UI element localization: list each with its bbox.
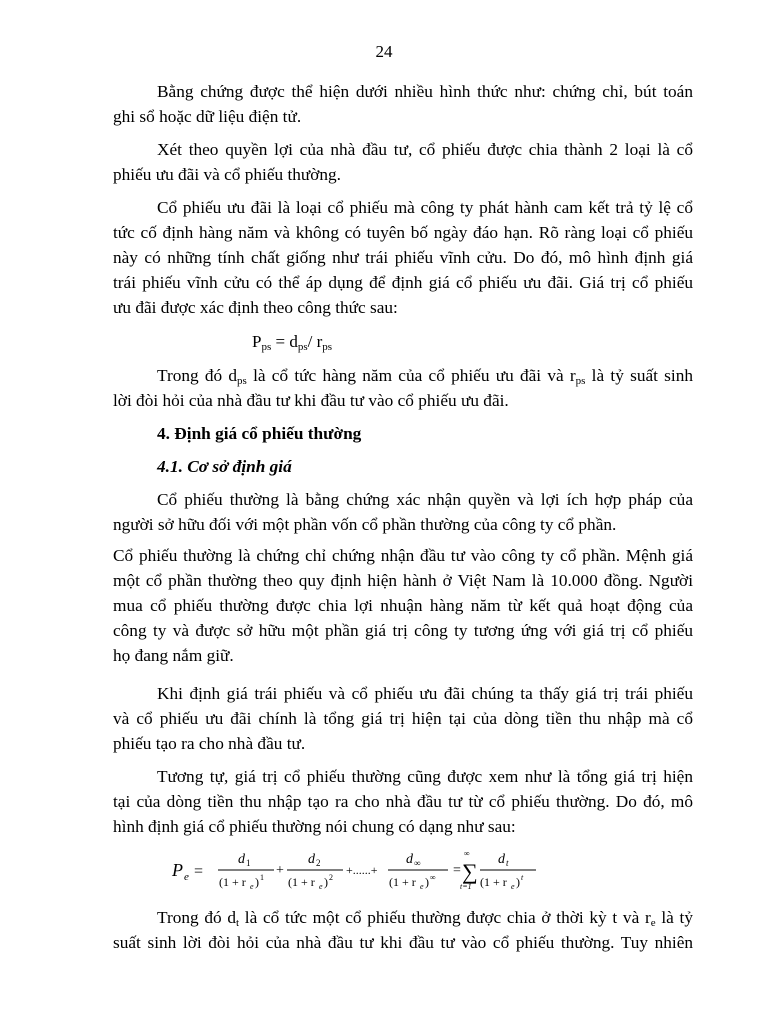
common-stock-valuation-formula: [170, 846, 540, 892]
paragraph-line: và cổ phiếu ưu đãi chính là tổng giá trị hiện tại của dòng tiền thu nhập mà cổ: [113, 709, 693, 728]
svg-text:+......+: +......+: [346, 863, 378, 877]
paragraph-line: này có những tính chất giống như trái phiếu vĩnh cửu. Do đó, mô hình định giá: [113, 248, 693, 267]
section-heading: 4. Định giá cổ phiếu thường: [157, 424, 362, 443]
paragraph-line: trái phiếu vĩnh cửu có thể áp dụng để định giá cổ phiếu ưu đãi. Giá trị cổ phiếu: [113, 273, 693, 292]
svg-text:∞: ∞: [464, 849, 470, 858]
svg-text:2: 2: [329, 873, 333, 882]
svg-text:t: t: [521, 873, 524, 882]
svg-text:e: e: [420, 882, 424, 891]
svg-text:t=1: t=1: [460, 882, 472, 891]
paragraph-line: tại của dòng tiền thu nhập tạo ra cho nhà đầu tư từ cổ phiếu thường. Do đó, mô: [113, 792, 693, 811]
paragraph-line: lời đòi hỏi của nhà đầu tư khi đầu tư vào cổ phiếu ưu đãi.: [113, 391, 509, 410]
paragraph-line: họ đang nắm giữ.: [113, 646, 234, 665]
svg-text:∞: ∞: [414, 858, 421, 868]
paragraph-line: ưu đãi được xác định theo công thức sau:: [113, 298, 398, 317]
paragraph-line: phiếu ưu đãi và cổ phiếu thường.: [113, 165, 341, 184]
paragraph-line: Cổ phiếu thường là chứng chỉ chứng nhận đầu tư vào công ty cổ phần. Mệnh giá: [113, 546, 693, 565]
subsection-heading: 4.1. Cơ sở định giá: [157, 457, 292, 476]
svg-text:d: d: [498, 852, 505, 867]
svg-text:=: =: [194, 863, 204, 880]
paragraph-line: ghi sổ hoặc dữ liệu điện tử.: [113, 107, 302, 126]
page-number: 24: [375, 42, 393, 61]
paragraph-line: Tương tự, giá trị cổ phiếu thường cũng được xem như là tổng giá trị hiện: [157, 767, 693, 786]
paragraph-line: Cổ phiếu thường là bằng chứng xác nhận quyền và lợi ích hợp pháp của: [157, 490, 693, 509]
svg-text:1: 1: [246, 858, 251, 868]
paragraph-line: Trong đó $d_t$ là cổ tức một cổ phiếu thường được chia ở thời kỳ t và $r_e$ là tỷ: [157, 908, 693, 929]
paragraph-line: người sở hữu đối với một phần vốn cổ phần thường của công ty cổ phần.: [113, 515, 617, 534]
paragraph-line: hình định giá cổ phiếu thường nói chung có dạng như sau:: [113, 817, 516, 836]
svg-text:+: +: [276, 863, 284, 878]
svg-text:): ): [255, 875, 259, 889]
svg-text:d: d: [308, 852, 315, 867]
preferred-stock-formula: $P_{ps} = d_{ps}/$ $r_{ps}$: [252, 332, 333, 353]
paragraph-line: Cổ phiếu ưu đãi là loại cổ phiếu mà công ty phát hành cam kết trả tỷ lệ cổ: [157, 198, 693, 217]
svg-text:e: e: [319, 882, 323, 891]
svg-text:(1 + r: (1 + r: [288, 875, 315, 889]
svg-text:e: e: [184, 871, 189, 883]
svg-text:d: d: [406, 852, 413, 867]
svg-text:): ): [425, 875, 429, 889]
svg-text:d: d: [238, 852, 245, 867]
svg-text:2: 2: [316, 858, 321, 868]
svg-text:e: e: [250, 882, 254, 891]
paragraph-line: Trong đó $d_{ps}$ là cổ tức hàng năm của cổ phiếu ưu đãi và $r_{ps}$ là tỷ suất sinh: [157, 366, 693, 387]
paragraph-line: phiếu tạo ra cho nhà đầu tư.: [113, 734, 306, 753]
svg-text:): ): [324, 875, 328, 889]
svg-text:(1 + r: (1 + r: [480, 875, 507, 889]
svg-text:): ): [516, 875, 520, 889]
paragraph-line: tức cố định hàng năm và không có tuyên bố ngày đáo hạn. Rõ ràng loại cổ phiếu: [113, 223, 693, 242]
svg-text:e: e: [511, 882, 515, 891]
svg-text:∑: ∑: [462, 859, 478, 884]
paragraph-line: Xét theo quyền lợi của nhà đầu tư, cổ phiếu được chia thành 2 loại là cổ: [157, 140, 693, 159]
paragraph-line: Bằng chứng được thể hiện dưới nhiều hình thức như: chứng chỉ, bút toán: [157, 82, 693, 101]
paragraph-line: công ty và được sở hữu một phần giá trị công ty tương ứng với giá trị cổ phiếu: [113, 621, 693, 640]
svg-text:∞: ∞: [430, 873, 436, 882]
svg-text:t: t: [506, 858, 509, 868]
svg-text:=: =: [453, 863, 461, 878]
paragraph-line: mua cổ phiếu thường được chia lợi nhuận hàng năm từ kết quả hoạt động của: [113, 596, 693, 615]
svg-text:1: 1: [260, 873, 264, 882]
paragraph-line: suất sinh lời đòi hỏi của nhà đầu tư khi đầu tư vào cổ phiếu thường. Tuy nhiên: [113, 933, 693, 952]
svg-text:(1 + r: (1 + r: [389, 875, 416, 889]
svg-text:(1 + r: (1 + r: [219, 875, 246, 889]
svg-text:P: P: [172, 860, 183, 880]
paragraph-line: Khi định giá trái phiếu và cổ phiếu ưu đãi chúng ta thấy giá trị trái phiếu: [157, 684, 693, 703]
paragraph-line: một cổ phần thường theo quy định hiện hành ở Việt Nam là 10.000 đồng. Người: [113, 571, 693, 590]
